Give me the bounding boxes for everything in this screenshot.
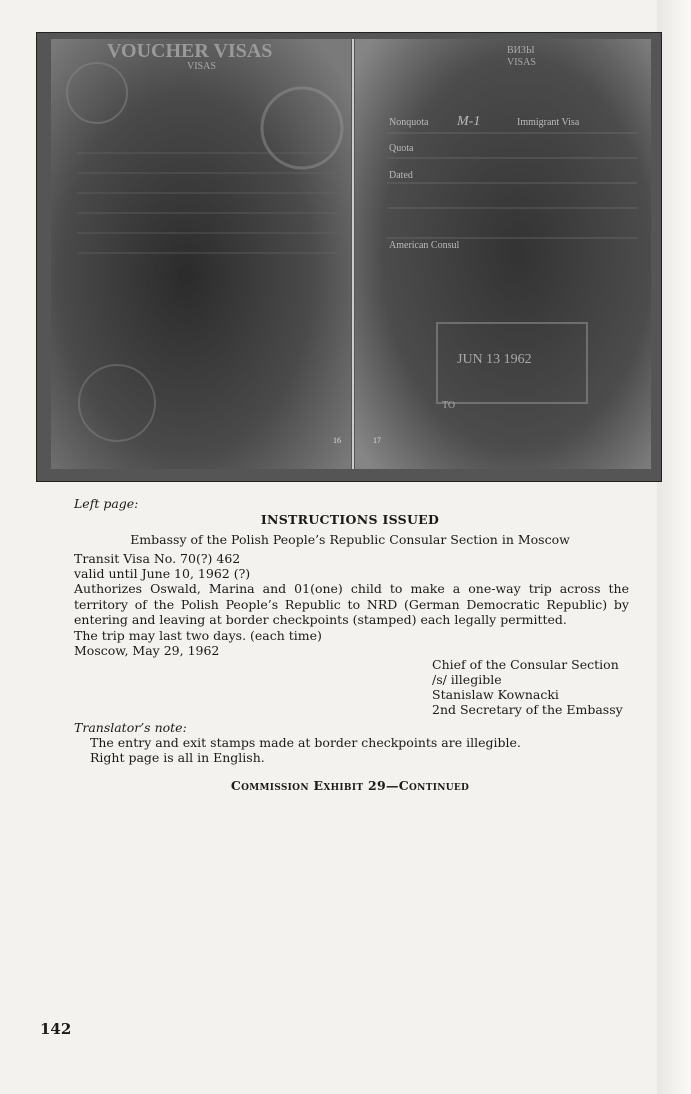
photo-visa-label: Immigrant Visa	[517, 117, 580, 128]
photo-dated-label: Dated	[389, 170, 413, 181]
left-passport-page	[51, 39, 351, 469]
exhibit-caption: Commission Exhibit 29—Continued	[230, 778, 470, 793]
photo-right-sub: VISAS	[507, 57, 536, 68]
instructions-heading: INSTRUCTIONS ISSUED	[260, 512, 440, 527]
page-number: 142	[40, 1020, 72, 1038]
photo-right-header: ВИЗЫ	[507, 45, 535, 56]
translators-note-label: Translator’s note:	[74, 720, 187, 735]
photo-nonquota-label: Nonquota	[389, 117, 429, 128]
photo-nonquota-value: M-1	[457, 114, 481, 129]
photo-left-page-no: 16	[333, 436, 341, 445]
photo-to-label: TO	[442, 400, 456, 411]
signature-position: 2nd Secretary of the Embassy	[432, 702, 623, 717]
passport-photo	[36, 32, 662, 482]
photo-left-header: VOUCHER VISAS	[107, 40, 273, 62]
photo-consul-label: American Consul	[389, 240, 460, 251]
trip-duration-line: The trip may last two days. (each time)	[74, 628, 322, 643]
translators-note-1: The entry and exit stamps made at border checkpoints are illegible.	[90, 735, 521, 750]
signature-illegible: /s/ illegible	[432, 672, 502, 687]
signature-title: Chief of the Consular Section	[432, 657, 619, 672]
authorization-paragraph: Authorizes Oswald, Marina and 01(one) child to make a one-way trip across the territory of the Polish People’s Republic to NRD (German Democratic Republic) by entering and leaving at border checkpoints (stamped) each legally permitted.	[74, 581, 629, 627]
embassy-line: Embassy of the Polish People’s Republic Consular Section in Moscow	[130, 532, 570, 547]
passport-image	[37, 33, 661, 481]
translators-note-2: Right page is all in English.	[90, 750, 265, 765]
photo-stamp-date: JUN 13 1962	[457, 352, 532, 367]
photo-left-sub: VISAS	[187, 61, 216, 72]
visa-number-line: Transit Visa No. 70(?) 462	[74, 551, 241, 566]
visa-valid-line: valid until June 10, 1962 (?)	[74, 566, 251, 581]
left-page-label: Left page:	[74, 496, 139, 511]
photo-right-page-no: 17	[373, 436, 381, 445]
photo-quota-label: Quota	[389, 143, 414, 154]
right-passport-page	[355, 39, 651, 469]
date-line: Moscow, May 29, 1962	[74, 643, 220, 658]
signature-name: Stanislaw Kownacki	[432, 687, 559, 702]
page-edge	[657, 0, 691, 1094]
